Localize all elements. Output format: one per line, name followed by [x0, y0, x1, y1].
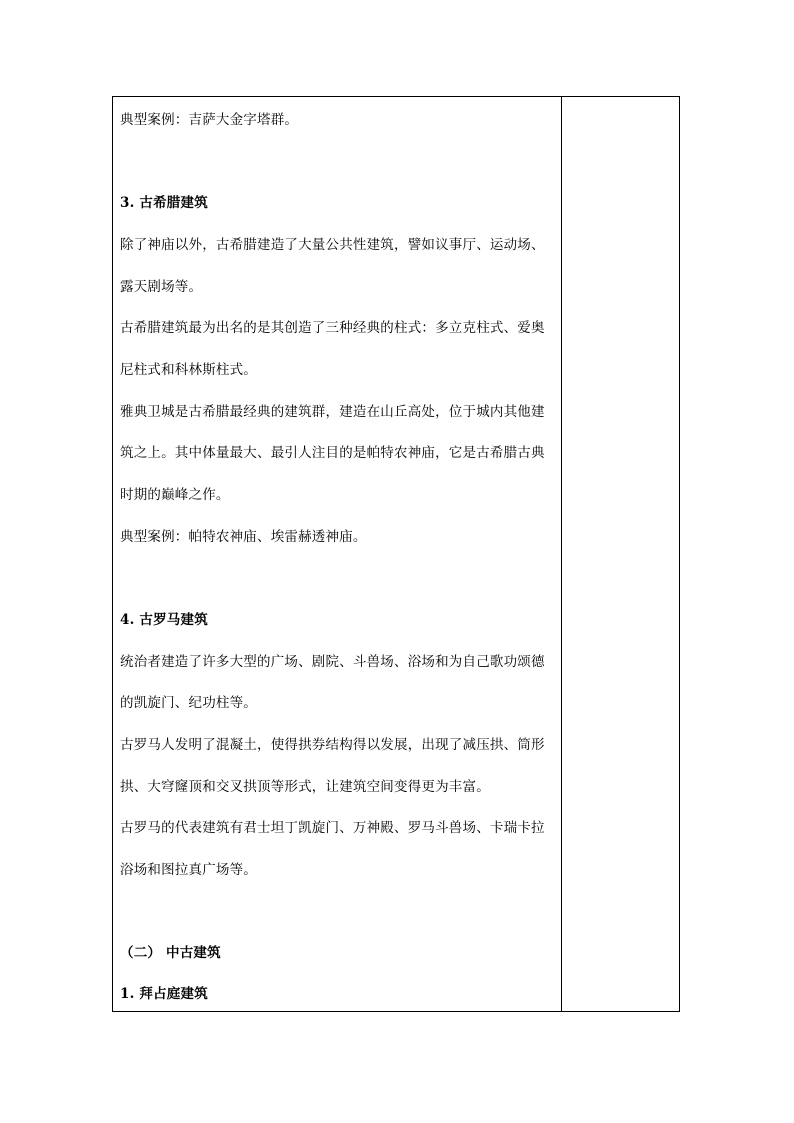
text-line-case-pyramids: 典型案例：吉萨大金字塔群。 — [120, 112, 299, 128]
text-line-case-parthenon: 典型案例：帕特农神庙、埃雷赫透神庙。 — [120, 529, 367, 545]
section-heading-medieval: （二） 中古建筑 — [120, 945, 221, 961]
text-line: 古罗马的代表建筑有君士坦丁凯旋门、万神殿、罗马斗兽场、卡瑞卡拉 — [120, 820, 545, 836]
section-heading-greek: 3. 古希腊建筑 — [120, 195, 208, 211]
right-cell — [562, 97, 679, 1011]
section-heading-roman: 4. 古罗马建筑 — [120, 612, 208, 628]
text-line: 古希腊建筑最为出名的是其创造了三种经典的柱式：多立克柱式、爱奥 — [120, 320, 545, 336]
text-line: 的凯旋门、纪功柱等。 — [120, 695, 257, 711]
text-line: 统治者建造了许多大型的广场、剧院、斗兽场、浴场和为自己歌功颂德 — [120, 654, 545, 670]
text-line: 拱、大穹窿顶和交叉拱顶等形式，让建筑空间变得更为丰富。 — [120, 779, 490, 795]
text-line: 除了神庙以外，古希腊建造了大量公共性建筑，譬如议事厅、运动场、 — [120, 237, 545, 253]
text-line: 筑之上。其中体量最大、最引人注目的是帕特农神庙，它是古希腊古典 — [120, 445, 545, 461]
text-line: 时期的巅峰之作。 — [120, 487, 230, 503]
text-line: 浴场和图拉真广场等。 — [120, 862, 257, 878]
text-line: 雅典卫城是古希腊最经典的建筑群，建造在山丘高处，位于城内其他建 — [120, 404, 545, 420]
content-table — [112, 96, 680, 1012]
text-line: 露天剧场等。 — [120, 279, 203, 295]
section-heading-byzantine: 1. 拜占庭建筑 — [120, 986, 208, 1002]
text-line: 尼柱式和科林斯柱式。 — [120, 362, 257, 378]
text-line: 古罗马人发明了混凝土，使得拱券结构得以发展，出现了减压拱、筒形 — [120, 737, 545, 753]
